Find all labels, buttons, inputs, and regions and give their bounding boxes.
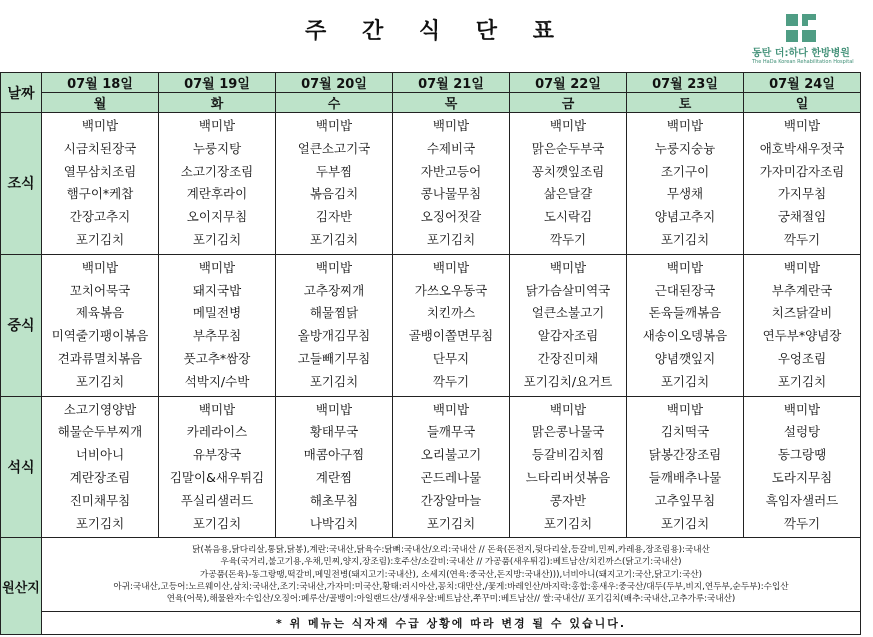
menu-item: 해초무침 xyxy=(309,492,359,508)
menu-item: 볶음김치 xyxy=(309,186,359,202)
menu-item: 고들빼기무침 xyxy=(297,350,371,366)
menu-item: 포기김치 xyxy=(777,373,827,389)
menu-item: 고추잎무침 xyxy=(654,492,716,508)
menu-item: 조기구이 xyxy=(660,163,710,179)
menu-item: 깍두기 xyxy=(783,515,821,531)
date-cell: 07월 24일 xyxy=(744,73,861,93)
menu-item: 깍두기 xyxy=(549,231,587,247)
menu-item: 양념깻잎지 xyxy=(654,350,716,366)
menu-item: 치즈닭갈비 xyxy=(771,305,833,321)
menu-item: 닭가슴살미역국 xyxy=(525,282,611,298)
date-cell: 07월 21일 xyxy=(393,73,510,93)
menu-item: 백미밥 xyxy=(198,259,236,275)
meal-day-cell xyxy=(627,254,744,396)
menu-item: 계란장조림 xyxy=(69,469,131,485)
menu-item: 두부찜 xyxy=(315,163,353,179)
menu-item: 백미밥 xyxy=(315,118,353,133)
menu-item: 백미밥 xyxy=(81,118,119,133)
menu-item: 김말이&새우튀김 xyxy=(169,469,265,485)
menu-item: 포기김치 xyxy=(75,373,125,389)
meal-day-cell xyxy=(744,113,861,255)
menu-item: 맑은콩나물국 xyxy=(531,424,605,440)
menu-item: 얼큰소불고기 xyxy=(531,305,605,321)
menu-item: 오이지무침 xyxy=(186,209,248,225)
menu-item: 삶은달걀 xyxy=(543,186,593,202)
meal-day-cell xyxy=(510,254,627,396)
menu-change-notice: * 위 메뉴는 식자재 수급 상황에 따라 변경 될 수 있습니다. xyxy=(42,612,861,635)
menu-item: 김치떡국 xyxy=(660,424,710,440)
origin-label: 원산지 xyxy=(1,538,42,635)
menu-item: 햄구이*케찹 xyxy=(66,186,134,202)
meal-day-cell xyxy=(627,113,744,255)
meal-label: 석식 xyxy=(1,396,42,538)
menu-item: 동그랑땡 xyxy=(777,447,827,463)
menu-item: 간장고추지 xyxy=(69,209,131,225)
menu-item: 설렁탕 xyxy=(783,424,821,440)
menu-item: 백미밥 xyxy=(198,401,236,417)
weekday-cell: 금 xyxy=(510,93,627,113)
meal-day-cell xyxy=(744,396,861,538)
meal-row xyxy=(1,113,861,255)
menu-item: 매콤아구찜 xyxy=(303,447,365,463)
meal-day-cell xyxy=(276,254,393,396)
menu-item: 간장알마늘 xyxy=(420,492,482,508)
menu-item: 포기김치/요거트 xyxy=(523,373,613,389)
menu-item: 가자미감자조림 xyxy=(759,163,845,179)
menu-item: 소고기영양밥 xyxy=(63,401,137,417)
menu-item: 연두부*양념장 xyxy=(762,328,842,344)
menu-item: 간장진미채 xyxy=(537,350,599,366)
meal-day-cell xyxy=(42,254,159,396)
menu-item: 고추장찌개 xyxy=(303,282,365,298)
menu-item: 도시락김 xyxy=(543,209,593,225)
meal-day-cell xyxy=(42,113,159,255)
meal-day-cell xyxy=(393,113,510,255)
menu-item: 포기김치 xyxy=(309,231,359,247)
meal-day-cell xyxy=(159,396,276,538)
menu-item: 계란찜 xyxy=(315,469,353,485)
menu-item: 곤드레나물 xyxy=(420,469,482,485)
menu-item: 백미밥 xyxy=(549,118,587,133)
menu-item: 포기김치 xyxy=(543,515,593,531)
logo-mark-icon xyxy=(786,14,816,42)
menu-item: 견과류멸치볶음 xyxy=(57,350,143,366)
meal-rows xyxy=(1,113,861,538)
meal-row xyxy=(1,396,861,538)
origin-info xyxy=(42,538,861,612)
menu-item: 백미밥 xyxy=(315,259,353,275)
hospital-logo xyxy=(752,14,862,66)
origin-line: 연육(어묵),해물완자:수입산/오징어:페루산/골뱅이:아일랜드산/생새우살:베트남산,쭈꾸미:베트남산// 쌀:국내산// 포기김치(배추:국내산,고추가루:국내산) xyxy=(166,594,736,605)
menu-item: 흑임자샐러드 xyxy=(765,492,839,508)
weekday-cell: 수 xyxy=(276,93,393,113)
menu-item: 백미밥 xyxy=(432,259,470,275)
meal-day-cell xyxy=(393,254,510,396)
date-cell: 07월 23일 xyxy=(627,73,744,93)
menu-item: 포기김치 xyxy=(660,515,710,531)
origin-line: 가공품(돈육)-동그랑땡,떡갈비,메밀전병(돼지고기:국내산), 소세지(연육:중국산,돈지방:국내산))),너비아니(돼지고기:국산,닭고기:국산) xyxy=(200,569,702,580)
meal-day-cell xyxy=(393,396,510,538)
weekday-cell: 화 xyxy=(159,93,276,113)
menu-item: 포기김치 xyxy=(75,515,125,531)
meal-day-cell xyxy=(276,113,393,255)
menu-item: 백미밥 xyxy=(315,401,353,417)
menu-item: 도라지무침 xyxy=(771,469,833,485)
origin-row xyxy=(1,538,861,612)
weekday-cell: 토 xyxy=(627,93,744,113)
weekday-cell: 월 xyxy=(42,93,159,113)
menu-item: 포기김치 xyxy=(426,231,476,247)
menu-item: 나박김치 xyxy=(309,515,359,531)
menu-item: 포기김치 xyxy=(192,515,242,531)
date-cell: 07월 20일 xyxy=(276,73,393,93)
menu-item: 백미밥 xyxy=(783,259,821,275)
menu-item: 백미밥 xyxy=(198,118,236,133)
weekday-cell: 목 xyxy=(393,93,510,113)
menu-item: 메밀전병 xyxy=(192,305,242,321)
menu-item: 부추무침 xyxy=(192,328,242,344)
menu-item: 가쓰오우동국 xyxy=(414,282,488,298)
meal-day-cell xyxy=(744,254,861,396)
menu-item: 깍두기 xyxy=(432,373,470,389)
weekday-cell: 일 xyxy=(744,93,861,113)
menu-item: 깍두기 xyxy=(783,231,821,247)
menu-item: 백미밥 xyxy=(549,259,587,275)
menu-item: 황태무국 xyxy=(309,424,359,440)
menu-item: 백미밥 xyxy=(783,118,821,133)
menu-item: 해물순두부찌개 xyxy=(57,424,143,440)
origin-line: 우육(국거리,불고기용,우채,민찌,양지,장조림):호주산/소갈비:국내산 // 가공품(새우튀김):베트남산/치킨까스(닭고기:국내산) xyxy=(220,557,682,568)
date-header-label: 날짜 xyxy=(1,73,42,113)
meal-day-cell xyxy=(510,396,627,538)
menu-item: 들깨배추나물 xyxy=(648,469,722,485)
menu-item: 가지무침 xyxy=(777,186,827,202)
menu-item: 백미밥 xyxy=(81,259,119,275)
menu-item: 포기김치 xyxy=(426,515,476,531)
meal-label: 조식 xyxy=(1,113,42,255)
menu-item: 궁채절임 xyxy=(777,209,827,225)
meal-day-cell xyxy=(627,396,744,538)
meal-row xyxy=(1,254,861,396)
menu-item: 포기김치 xyxy=(660,373,710,389)
date-cell: 07월 19일 xyxy=(159,73,276,93)
weekly-menu-table xyxy=(0,72,861,635)
menu-item: 부추계란국 xyxy=(771,282,833,298)
menu-item: 백미밥 xyxy=(432,118,470,133)
meal-label: 중식 xyxy=(1,254,42,396)
menu-item: 꼬치어묵국 xyxy=(69,282,131,298)
menu-item: 자반고등어 xyxy=(420,163,482,179)
meal-day-cell xyxy=(510,113,627,255)
menu-item: 백미밥 xyxy=(783,401,821,417)
origin-line: 닭(볶음용,닭다리살,통닭,닭봉),계란:국내산,닭육수:닭뼈:국내산/오리:국내산 // 돈육(돈전지,뒷다리살,등갈비,민찌,카레용,장조림용):국내산 xyxy=(192,544,710,555)
menu-item: 돼지국밥 xyxy=(192,282,242,298)
menu-item: 돈육들깨볶음 xyxy=(648,305,722,321)
menu-item: 카레라이스 xyxy=(186,424,248,440)
menu-item: 닭봉간장조림 xyxy=(648,447,722,463)
menu-item: 오리불고기 xyxy=(420,447,482,463)
menu-item: 백미밥 xyxy=(549,401,587,417)
page-title: 주 간 식 단 표 xyxy=(305,19,568,44)
menu-item: 애호박새우젓국 xyxy=(759,140,845,156)
menu-item: 시금치된장국 xyxy=(63,140,137,156)
menu-item: 수제비국 xyxy=(426,140,476,156)
menu-item: 백미밥 xyxy=(666,401,704,417)
date-row xyxy=(1,73,861,93)
menu-item: 포기김치 xyxy=(660,231,710,247)
menu-item: 열무삼치조림 xyxy=(63,163,137,179)
menu-item: 김자반 xyxy=(315,209,353,225)
menu-item: 석박지/수박 xyxy=(184,373,250,389)
logo-subtitle: The HaDa Korean Rehabilitation Hospital xyxy=(752,59,854,65)
menu-item: 무생채 xyxy=(666,186,704,202)
menu-item: 들깨무국 xyxy=(426,424,476,440)
meal-day-cell xyxy=(159,113,276,255)
date-cell: 07월 22일 xyxy=(510,73,627,93)
origin-line: 아귀:국내산,고등어:노르웨이산,삼치:국내산,조기:국내산,가자미:미국산,황태:러시아산,꽁치:대만산,/꽃게:바레인산/바지락:홍합:홍새우:중국산/대두(두부,비지,연두부,순두부):수입산 xyxy=(113,582,789,593)
menu-item: 풋고추*쌈장 xyxy=(183,350,251,366)
menu-item: 새송이오뎅볶음 xyxy=(642,328,728,344)
menu-item: 백미밥 xyxy=(666,118,704,133)
menu-item: 누룽지탕 xyxy=(192,140,242,156)
menu-item: 올방개김무침 xyxy=(297,328,371,344)
menu-item: 맑은순두부국 xyxy=(531,140,605,156)
meal-day-cell xyxy=(42,396,159,538)
meal-day-cell xyxy=(159,254,276,396)
menu-item: 오징어젓갈 xyxy=(420,209,482,225)
menu-item: 포기김치 xyxy=(192,231,242,247)
menu-item: 콩자반 xyxy=(549,492,587,508)
logo-name: 동탄 더:하다 한방병원 xyxy=(752,48,850,59)
menu-item: 푸실리샐러드 xyxy=(180,492,254,508)
menu-item: 누룽지숭늉 xyxy=(654,140,716,156)
menu-item: 콩나물무침 xyxy=(420,186,482,202)
menu-item: 우엉조림 xyxy=(777,350,827,366)
menu-item: 진미채무침 xyxy=(69,492,131,508)
menu-item: 제육볶음 xyxy=(75,305,125,321)
menu-item: 소고기장조림 xyxy=(180,163,254,179)
meal-day-cell xyxy=(276,396,393,538)
menu-item: 단무지 xyxy=(432,350,470,366)
menu-item: 계란후라이 xyxy=(186,186,248,202)
date-cell: 07월 18일 xyxy=(42,73,159,93)
menu-item: 근대된장국 xyxy=(654,282,716,298)
menu-item: 유부장국 xyxy=(192,447,242,463)
menu-item: 백미밥 xyxy=(666,259,704,275)
notice-row xyxy=(1,612,861,635)
menu-item: 골뱅이쫄면무침 xyxy=(408,328,494,344)
menu-item: 등갈비김치찜 xyxy=(531,447,605,463)
menu-item: 얼큰소고기국 xyxy=(297,140,371,156)
menu-item: 포기김치 xyxy=(75,231,125,247)
menu-item: 꽁치깻잎조림 xyxy=(531,163,605,179)
menu-item: 치킨까스 xyxy=(426,305,476,321)
menu-item: 느타리버섯볶음 xyxy=(525,469,611,485)
menu-item: 양념고추지 xyxy=(654,209,716,225)
menu-item: 미역줄기팽이볶음 xyxy=(51,328,149,344)
menu-item: 알감자조림 xyxy=(537,328,599,344)
menu-item: 너비아니 xyxy=(75,447,125,463)
menu-item: 백미밥 xyxy=(432,401,470,417)
menu-item: 포기김치 xyxy=(309,373,359,389)
menu-item: 해물찜닭 xyxy=(309,305,359,321)
weekday-row xyxy=(1,93,861,113)
